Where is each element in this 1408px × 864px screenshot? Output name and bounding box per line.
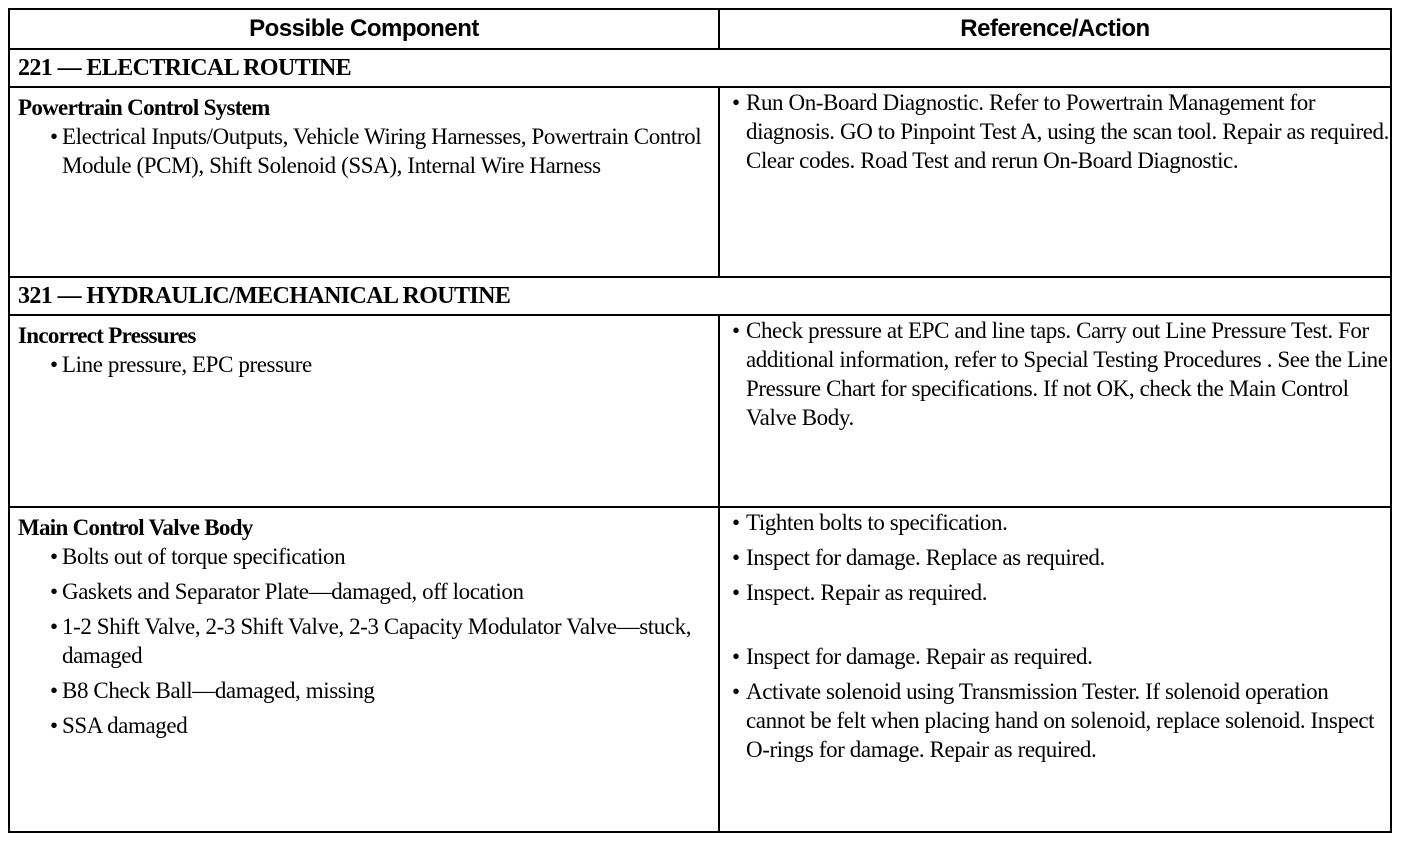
- valve-body-component-item: • SSA damaged: [10, 711, 718, 740]
- table-row-powertrain: [9, 87, 1391, 277]
- section-row-hydraulic: [9, 277, 1391, 315]
- pressures-component-cell: [9, 315, 719, 507]
- valve-body-title: Main Control Valve Body: [18, 515, 253, 540]
- header-reference-action: Reference/Action: [719, 9, 1391, 49]
- pressures-action-cell: [719, 315, 1391, 507]
- powertrain-component-item: • Electrical Inputs/Outputs, Vehicle Wiring Harnesses, Powertrain Control Module (PCM), Shift Solenoid (SSA), Internal Wire Harness: [10, 122, 718, 180]
- valve-body-action-item: • Inspect for damage. Repair as required.: [720, 642, 1390, 671]
- powertrain-title: Powertrain Control System: [18, 95, 270, 120]
- diagnostic-page: [8, 8, 1390, 833]
- valve-body-action-item: • Tighten bolts to specification.: [720, 508, 1390, 537]
- powertrain-action-item: • Run On-Board Diagnostic. Refer to Powertrain Management for diagnosis. GO to Pinpoint Test A, using the scan tool. Repair as required. Clear codes. Road Test and rerun On-Board Diagnostic.: [720, 88, 1390, 175]
- section-hydraulic-routine: 321 — HYDRAULIC/MECHANICAL ROUTINE: [9, 277, 1391, 315]
- powertrain-action-cell: [719, 87, 1391, 277]
- pressures-action-item: • Check pressure at EPC and line taps. Carry out Line Pressure Test. For additional information, refer to Special Testing Procedures . See the Line Pressure Chart for specifications. If not OK, check the Main Control Valve Body.: [720, 316, 1390, 432]
- section-electrical-routine: 221 — ELECTRICAL ROUTINE: [9, 49, 1391, 87]
- valve-body-component-item: • 1-2 Shift Valve, 2-3 Shift Valve, 2-3 Capacity Modulator Valve—stuck, damaged: [10, 612, 718, 670]
- valve-body-action-item: • Inspect for damage. Replace as required.: [720, 543, 1390, 572]
- valve-body-component-item: • Gaskets and Separator Plate—damaged, off location: [10, 577, 718, 606]
- valve-body-component-item: • Bolts out of torque specification: [10, 542, 718, 571]
- section-row-electrical: [9, 49, 1391, 87]
- valve-body-action-item: • Inspect. Repair as required.: [720, 578, 1390, 607]
- valve-body-action-cell: [719, 507, 1391, 832]
- valve-body-component-cell: [9, 507, 719, 832]
- valve-body-action-item: • Activate solenoid using Transmission Tester. If solenoid operation cannot be felt when placing hand on solenoid, replace solenoid. Inspect O-rings for damage. Repair as required.: [720, 677, 1390, 764]
- pressures-component-item: • Line pressure, EPC pressure: [10, 350, 718, 379]
- valve-body-component-item: • B8 Check Ball—damaged, missing: [10, 676, 718, 705]
- pressures-title: Incorrect Pressures: [18, 323, 196, 348]
- powertrain-component-cell: [9, 87, 719, 277]
- table-row-pressures: [9, 315, 1391, 507]
- table-header-row: [9, 9, 1391, 49]
- diagnostic-table: [8, 8, 1392, 833]
- header-possible-component: Possible Component: [9, 9, 719, 49]
- table-row-valve-body: [9, 507, 1391, 832]
